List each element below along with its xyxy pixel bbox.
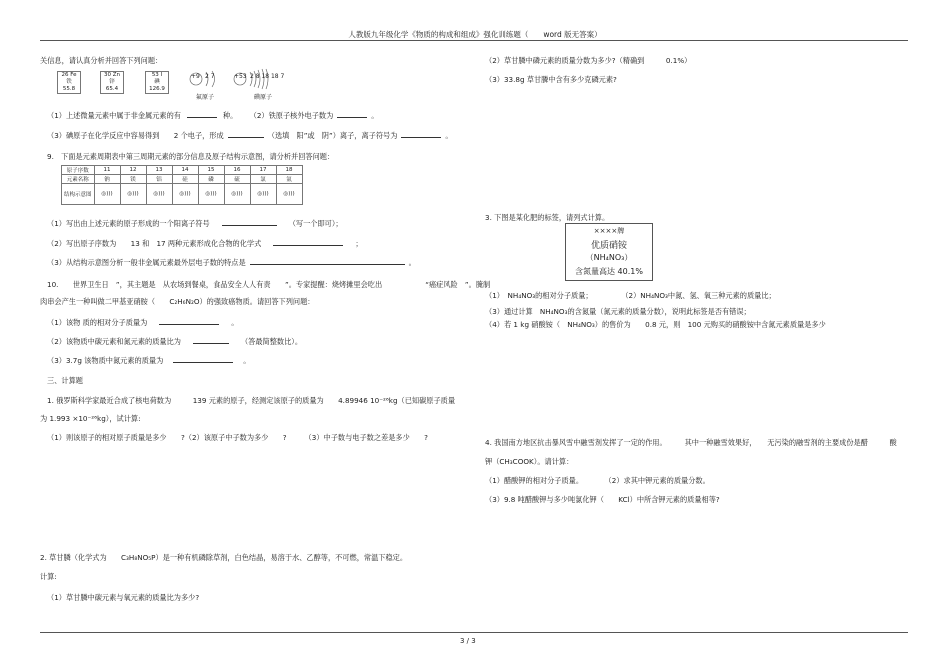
iodine-electrons-label: 2 8 18 18 7	[250, 73, 285, 80]
fluorine-atom-caption: 氟原子	[196, 94, 215, 101]
q10-part1: （1）该物 质的相对分子质量为 。	[47, 318, 239, 327]
q9-part1: （1）写出由上述元素的原子形成的一个阳离子符号 （写一个即可）；	[47, 219, 343, 228]
calc4-parts12: （1）醋酸钾的相对分子质量。 （2）求其中钾元素的质量分数。	[485, 476, 710, 485]
q10-line1: 10. 世界卫生日 ”，其主题是 从农场到餐桌，食品安全人人有责 ”。专家提醒：烧烤摊里会吃出 “癌症风险 ”。腌制	[47, 280, 491, 289]
header-rule	[40, 40, 908, 41]
calc2-part3: （3）33.8g 草甘膦中含有多少克磷元素?	[485, 75, 617, 84]
q10-line2: 肉串会产生一种叫做二甲基亚硝胺（ C₂H₆N₂O）的强致癌物质。请回答下列问题：	[40, 297, 315, 306]
intro-text: 关信息，请认真分析并回答下列问题：	[40, 56, 163, 65]
calc3-part3: （3）通过计算 NH₄NO₃的含氮量（氮元素的质量分数），说明此标签是否有错误；	[485, 307, 751, 316]
fertilizer-label-image: ××××牌 优质硝铵 （NH₄NO₃） 含氮量高达 40.1%	[565, 223, 653, 281]
fluorine-nucleus-label: +9	[191, 73, 200, 80]
calc4-part3: （3）9.8 吨醋酸钾与多少吨氯化钾（ KCl）中所含钾元素的质量相等?	[485, 495, 720, 504]
q9-title: 9. 下面是元素周期表中第三周期元素的部分信息及原子结构示意图，请分析并回答问题：	[47, 152, 335, 161]
calc1-line1: 1. 俄罗斯科学家最近合成了核电荷数为 139 元素的原子，经测定该原子的质量为 4.89946 10⁻²⁶kg（已知碳原子质量	[47, 396, 456, 405]
section-heading-calc: 三、计算题	[47, 376, 83, 385]
calc3-part4: （4）若 1 kg 硝酸铵（ NH₄NO₃）的售价为 0.8 元，则 100 元购买的硝酸铵中含氮元素质量是多少	[485, 320, 826, 329]
iodine-nucleus-label: +53	[234, 73, 247, 80]
calc4-line2: 钾（CH₃COOK）。请计算：	[485, 457, 574, 466]
q9-part3: （3）从结构示意图分析一般非金属元素最外层电子数的特点是 。	[47, 258, 416, 267]
calc1-line2: 为 1.993 ×10⁻²⁶kg），试计算:	[40, 414, 141, 423]
calc2-part1: （1）草甘膦中碳元素与氧元素的质量比为多少?	[47, 593, 200, 602]
page-header-title: 人教版九年级化学《物质的构成和组成》强化训练题（ word 版无答案）	[348, 30, 602, 39]
element-card-zn: 30 Zn 锌 65.4	[100, 71, 124, 94]
iodine-atom-caption: 碘原子	[254, 94, 273, 101]
q10-part3: （3）3.7g 该物质中氮元素的质量为 。	[47, 356, 251, 365]
q8-part1: （1）上述微量元素中属于非金属元素的有 种。 （2）铁原子核外电子数为 。	[47, 111, 379, 120]
q9-part2: （2）写出原子序数为 13 和 17 两种元素形成化合物的化学式 ；	[47, 239, 363, 248]
calc3-title: 3. 下图是某化肥的标签，请列式计算。	[485, 213, 610, 222]
calc2-line2: 计算:	[40, 572, 57, 581]
element-card-fe: 26 Fe 铁 55.8	[57, 71, 81, 94]
element-card-i: 53 I 碘 126.9	[145, 71, 169, 94]
calc4-line1: 4. 我国南方地区抗击暴风雪中融雪剂发挥了一定的作用。 其中一种融雪效果好， 无污染的融雪剂的主要成份是醋 酸	[485, 438, 897, 447]
fluorine-electrons-label: 2 7	[205, 73, 215, 80]
footer-rule	[40, 632, 908, 633]
calc2-line1: 2. 草甘膦（化学式为 C₃H₈NO₅P）是一种有机磷除草剂，白色结晶，易溶于水、乙醇等，不可燃，常温下稳定。	[40, 553, 408, 562]
periodic-table-row3: 原子序数 11 12 13 14 15 16 17 18 元素名称 钠 镁 铝 硅 磷 硫 氯 氩 结构示意图 ◎))) ◎))) ◎))) ◎))) ◎))) ◎))) ◎))) ◎)))	[61, 165, 303, 205]
q8-part3: （3）碘原子在化学反应中容易得到 2 个电子，形成 （选填 阳”或 阴”）离子，离子符号为 。	[47, 131, 453, 140]
calc3-parts12: （1） NH₄NO₃的相对分子质量； （2）NH₄NO₃中氮、氢、氧三种元素的质量比；	[485, 291, 776, 300]
calc1-questions: （1）则该原子的相对原子质量是多少 ?（2）该原子中子数为多少 ? （3）中子数与电子数之差是多少 ?	[47, 433, 428, 442]
page-number: 3 / 3	[460, 637, 476, 645]
q10-part2: （2）该物质中碳元素和氮元素的质量比为 （答最简整数比）。	[47, 337, 303, 346]
calc2-part2: （2）草甘膦中磷元素的质量分数为多少?（精确到 0.1%）	[485, 56, 692, 65]
